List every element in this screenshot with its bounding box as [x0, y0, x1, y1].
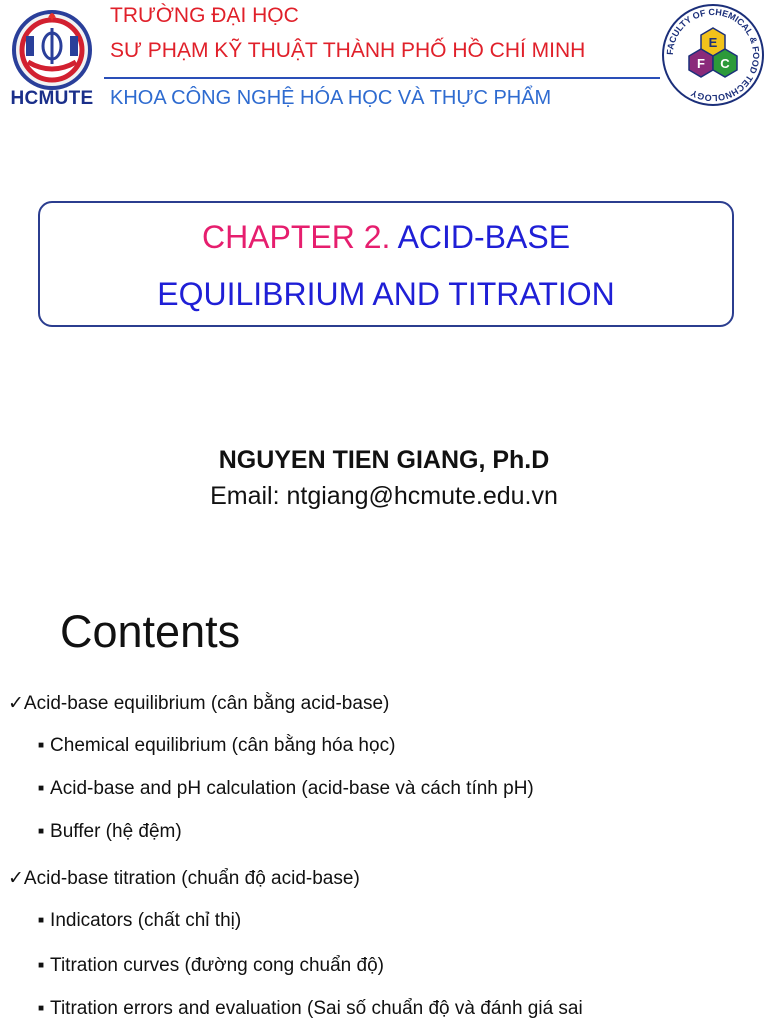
contents-subitem-text: Acid-base and pH calculation (acid-base và cách tính pH)	[50, 778, 534, 799]
chapter-title-box	[38, 201, 734, 327]
contents-subitem	[38, 821, 182, 843]
contents-subitem-text: Chemical equilibrium (cân bằng hóa học)	[50, 735, 396, 756]
bullet-icon: ■	[38, 740, 45, 751]
contents-heading: Contents	[60, 606, 241, 657]
bullet-icon: ■	[38, 783, 45, 794]
contents-item	[8, 692, 389, 715]
author-email: Email: ntgiang@hcmute.edu.vn	[210, 482, 558, 510]
contents-subitem-text: Titration curves (đường cong chuẩn độ)	[50, 955, 384, 976]
check-icon: ✓	[8, 693, 24, 714]
chapter-title-part1: ACID-BASE	[397, 219, 571, 255]
bullet-icon: ■	[38, 915, 45, 926]
contents-subitem-text: Buffer (hệ đệm)	[50, 821, 182, 842]
check-icon: ✓	[8, 868, 24, 889]
contents-subitem	[38, 955, 384, 977]
bullet-icon: ■	[38, 960, 45, 971]
author-name: NGUYEN TIEN GIANG, Ph.D	[218, 446, 550, 474]
contents-subitem	[38, 910, 241, 932]
contents-item-text: Acid-base titration (chuẩn độ acid-base)	[23, 868, 360, 889]
faculty-logo-letter-c: C	[720, 56, 730, 71]
contents-subitem-text: Indicators (chất chỉ thị)	[50, 910, 242, 931]
faculty-logo-letter-f: F	[697, 56, 705, 71]
contents-item	[8, 867, 360, 890]
university-name-line2: SƯ PHẠM KỸ THUẬT THÀNH PHỐ HỒ CHÍ MINH	[110, 39, 586, 62]
hcmute-emblem-icon	[6, 6, 98, 90]
faculty-logo-ring-text: FACULTY OF CHEMICAL & FOOD TECHNOLOGY	[664, 6, 762, 104]
contents-subitem	[38, 998, 583, 1020]
contents-subitem-text: Titration errors and evaluation (Sai số chuẩn độ và đánh giá sai	[50, 998, 583, 1019]
university-name-line1: TRƯỜNG ĐẠI HỌC	[110, 4, 299, 27]
bullet-icon: ■	[38, 1003, 45, 1014]
bullet-icon: ■	[38, 826, 45, 837]
chapter-title-line2: EQUILIBRIUM AND TITRATION	[157, 276, 615, 312]
header-divider	[104, 77, 660, 79]
faculty-logo-letter-e: E	[708, 35, 718, 50]
chapter-title-line1	[40, 219, 732, 256]
contents-subitem	[38, 778, 534, 800]
chapter-number: 2.	[363, 219, 391, 255]
contents-item-text: Acid-base equilibrium (cân bằng acid-base)	[23, 693, 390, 714]
contents-subitem	[38, 735, 395, 757]
faculty-emblem-icon	[660, 2, 766, 108]
chapter-label: CHAPTER	[201, 219, 355, 255]
faculty-name: KHOA CÔNG NGHỆ HÓA HỌC VÀ THỰC PHẨM	[110, 87, 552, 109]
faculty-logo	[660, 2, 766, 108]
hcmute-logo-text: HCMUTE	[10, 88, 94, 109]
